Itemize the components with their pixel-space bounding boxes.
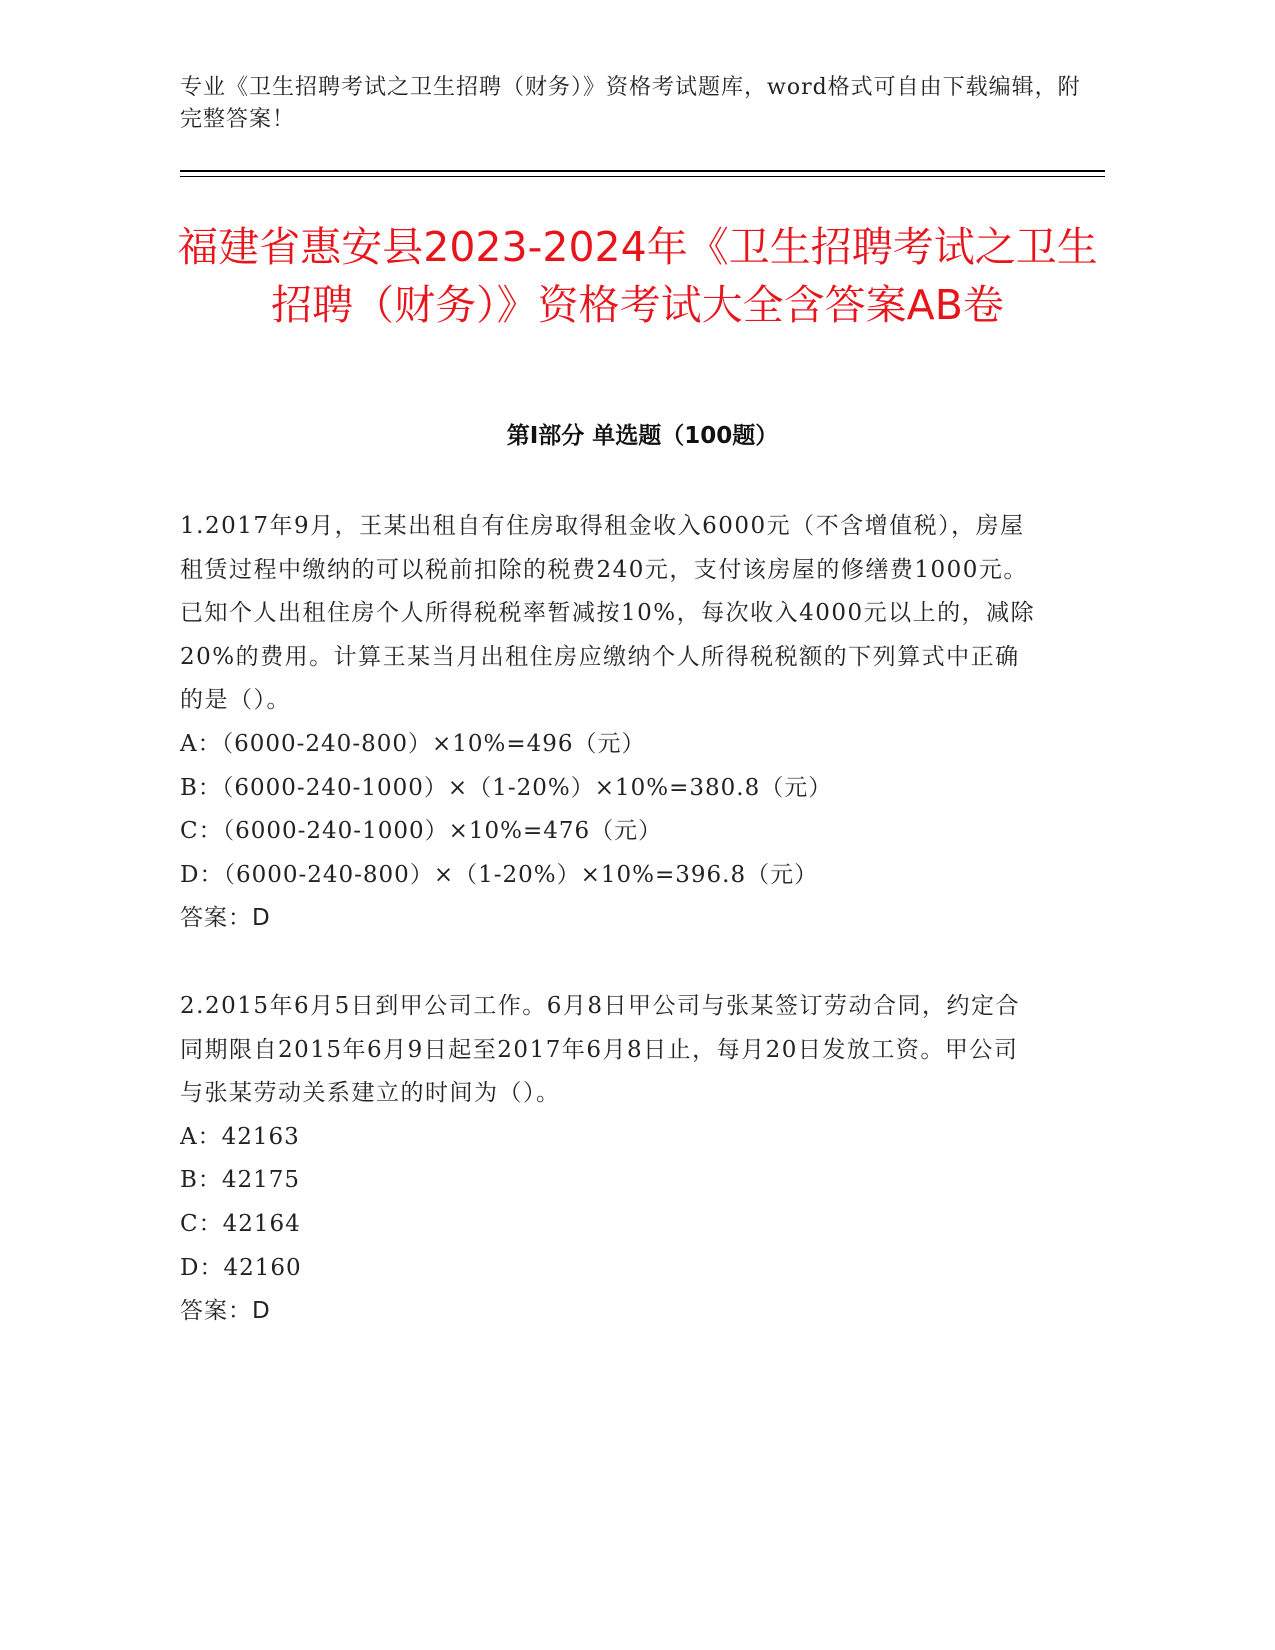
option-a: A：（6000-240-800）×10%=496（元） <box>180 730 646 757</box>
option-c: C：42164 <box>180 1210 301 1237</box>
option-b: B：（6000-240-1000）×（1-20%）×10%=380.8（元） <box>180 774 833 801</box>
answer-line: 答案：D <box>180 1298 271 1325</box>
question-stem: 2.2015年6月5日到甲公司工作。6月8日甲公司与张某签订劳动合同，约定合同期限自2015年6月9日起至2017年6月8日止，每月20日发放工资。甲公司与张某劳动关系建立的时间为（）。 <box>180 993 1021 1107</box>
header-divider-thin <box>180 176 1105 177</box>
option-a: A：42163 <box>180 1123 300 1150</box>
question-1 <box>180 505 1040 941</box>
section-heading: 第I部分 单选题（100题） <box>506 423 779 449</box>
question-stem: 1.2017年9月，王某出租自有住房取得租金收入6000元（不含增值税），房屋租赁过程中缴纳的可以税前扣除的税费240元，支付该房屋的修缮费1000元。已知个人出租住房个人所得税税率暂减按10%，每次收入4000元以上的，减除20%的费用。计算王某当月出租住房应缴纳个人所得税税额的下列算式中正确的是（）。 <box>180 513 1036 714</box>
option-d: D：（6000-240-800）×（1-20%）×10%=396.8（元） <box>180 861 819 888</box>
option-d: D：42160 <box>180 1254 302 1281</box>
option-b: B：42175 <box>180 1167 301 1194</box>
answer-line: 答案：D <box>180 905 271 932</box>
header-divider-thick <box>180 170 1105 172</box>
option-c: C：（6000-240-1000）×10%=476（元） <box>180 818 663 845</box>
question-2 <box>180 985 1040 1334</box>
document-title: 福建省惠安县2023-2024年《卫生招聘考试之卫生招聘（财务）》资格考试大全含答案AB卷 <box>177 223 1098 329</box>
header-note: 专业《卫生招聘考试之卫生招聘（财务）》资格考试题库，word格式可自由下载编辑，附完整答案！ <box>180 75 1081 132</box>
